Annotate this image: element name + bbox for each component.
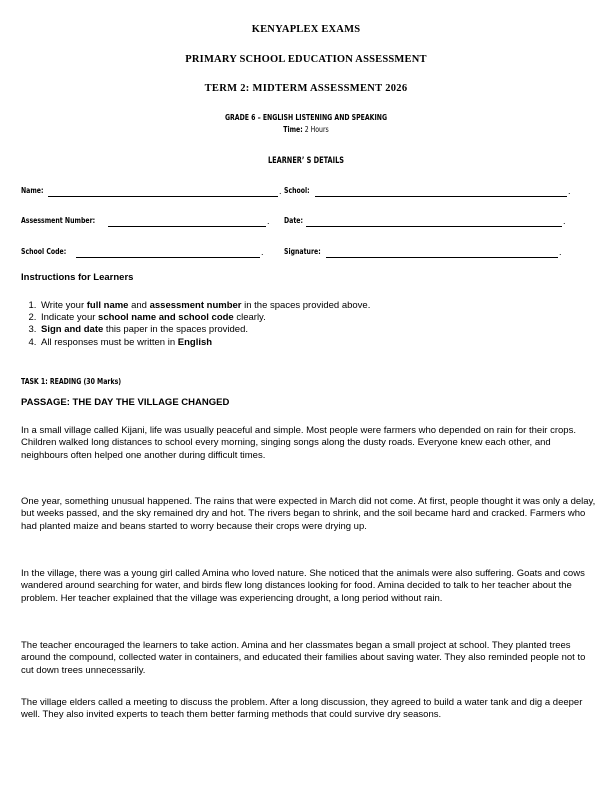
passage-paragraph-5: The village elders called a meeting to discuss the problem. After a long discussion, they agreed to build a water tank and dig a deeper well. They also invited experts to teach them better farming methods that could survive dry seasons. xyxy=(21,697,583,721)
school-label: School: xyxy=(284,186,310,195)
time-value: 2 Hours xyxy=(304,125,329,134)
school-field[interactable] xyxy=(315,196,567,197)
assessment-number-field-end: . xyxy=(267,216,270,226)
passage-paragraph-4: The teacher encouraged the learners to take action. Amina and her classmates began a small project at school. They planted trees around the compound, collected water in containers, and educated their families about saving water. They also reminded people not to cut down trees unnecessarily. xyxy=(21,640,586,676)
assessment-number-label: Assessment Number: xyxy=(21,216,96,225)
task-title: TASK 1: READING (30 Marks) xyxy=(21,377,122,386)
instructions-title: Instructions for Learners xyxy=(21,272,134,283)
signature-label: Signature: xyxy=(284,247,321,256)
passage-paragraph-1: In a small village called Kijani, life was usually peaceful and simple. Most people were farmers who depended on rain for their crops. Children walked long distances to school every morning, singing songs along the dusty roads. Everyone knew each other, and neighbours often helped one another during difficult times. xyxy=(21,425,576,461)
passage-paragraph-2: One year, something unusual happened. The rains that were expected in March did not come. At first, people thought it was only a delay, but weeks passed, and the sky remained dry and hot. The rivers began to shrink, and the soil became hard and cracked. Farmers who had planted maize and beans started to worry because their crops were drying up. xyxy=(21,496,596,532)
signature-field-end: . xyxy=(559,247,562,257)
passage-paragraph-3: In the village, there was a young girl called Amina who loved nature. She noticed that the animals were also suffering. Goats and cows wandered around searching for water, and birds flew long distances looking for food. Amina decided to talk to her teacher about the problem. Her teacher explained that the village was experiencing drought, a long period without rain. xyxy=(21,568,585,604)
date-field[interactable] xyxy=(306,226,562,227)
time-line xyxy=(43,125,569,134)
assessment-title: PRIMARY SCHOOL EDUCATION ASSESSMENT xyxy=(185,54,427,65)
school-code-field[interactable] xyxy=(76,257,260,258)
school-code-label: School Code: xyxy=(21,247,67,256)
instruction-item: 1. Write your full name and assessment number in the spaces provided above. xyxy=(39,300,599,312)
assessment-number-field[interactable] xyxy=(108,226,266,227)
signature-field[interactable] xyxy=(326,257,558,258)
name-field-end: . xyxy=(279,186,282,196)
org-title: KENYAPLEX EXAMS xyxy=(251,24,361,35)
date-field-end: . xyxy=(563,216,566,226)
instruction-item: 3. Sign and date this paper in the spaces provided. xyxy=(39,324,599,336)
learner-details-title: LEARNER’ S DETAILS xyxy=(267,156,345,166)
date-label: Date: xyxy=(284,216,303,225)
instructions-list xyxy=(21,300,599,349)
time-label: Time: xyxy=(283,125,303,134)
name-field[interactable] xyxy=(48,196,278,197)
instruction-item: 2. Indicate your school name and school code clearly. xyxy=(39,312,599,324)
subject-title: GRADE 6 – ENGLISH LISTENING AND SPEAKING xyxy=(224,113,388,122)
passage-title: PASSAGE: THE DAY THE VILLAGE CHANGED xyxy=(21,397,230,408)
school-field-end: . xyxy=(568,186,571,196)
instruction-item: 4. All responses must be written in English xyxy=(39,337,599,349)
term-title: TERM 2: MIDTERM ASSESSMENT 2026 xyxy=(204,83,408,94)
name-label: Name: xyxy=(21,186,44,195)
school-code-field-end: . xyxy=(261,247,264,257)
